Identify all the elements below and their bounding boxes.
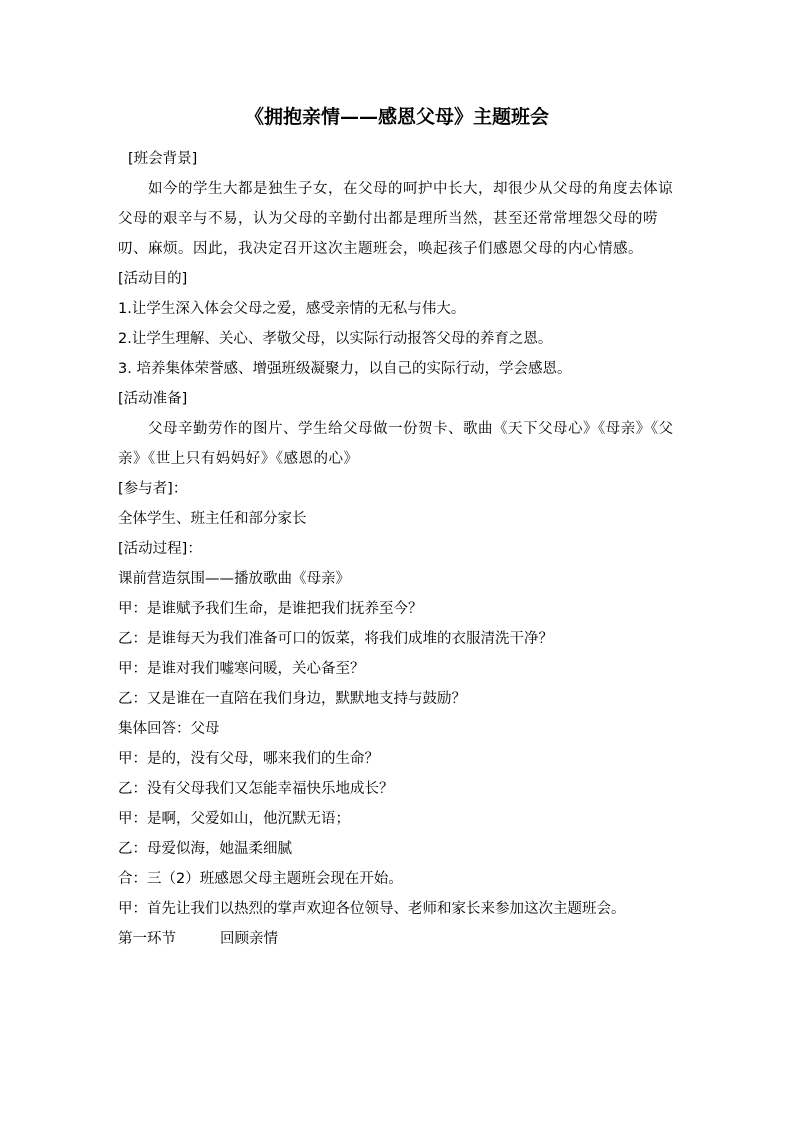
purpose-item: 1.让学生深入体会父母之爱，感受亲情的无私与伟大。 [118,301,466,317]
process-line: 课前营造氛围——播放歌曲《母亲》 [118,571,350,587]
document-body [118,144,678,954]
purpose-item: 2.让学生理解、关心、孝敬父母，以实际行动报答父母的养育之恩。 [118,331,553,347]
purpose-item: 3. 培养集体荣誉感、增强班级凝聚力，以自己的实际行动，学会感恩。 [118,361,572,377]
participants-heading: [参与者]： [118,481,188,497]
process-line: 甲：是谁对我们嘘寒问暖，关心备至？ [118,661,365,677]
process-line: 甲：是的，没有父母，哪来我们的生命？ [118,751,379,767]
process-line: 甲：首先让我们以热烈的掌声欢迎各位领导、老师和家长来参加这次主题班会。 [118,901,626,917]
background-paragraph: 如今的学生大都是独生子女，在父母的呵护中长大，却很少从父母的角度去体谅父母的艰辛与不易，认为父母的辛勤付出都是理所当然，甚至还常常埋怨父母的唠叨、麻烦。因此，我决定召开这次主题班会，唤起孩子们感恩父母的内心情感。 [118,181,673,257]
process-line: 乙：又是谁在一直陪在我们身边，默默地支持与鼓励？ [118,691,466,707]
process-line: 乙：母爱似海，她温柔细腻 [118,841,292,857]
prep-paragraph: 父母辛勤劳作的图片、学生给父母做一份贺卡、歌曲《天下父母心》《母亲》《父亲》《世上只有妈妈好》《感恩的心》 [118,421,674,467]
process-line: 乙：没有父母我们又怎能幸福快乐地成长？ [118,781,394,797]
participants-text: 全体学生、班主任和部分家长 [118,511,307,527]
document-title: 《拥抱亲情——感恩父母》主题班会 [244,106,549,128]
purpose-heading: [活动目的] [118,271,188,287]
background-heading: [班会背景] [128,151,198,167]
prep-heading: [活动准备] [118,391,188,407]
process-line: 甲：是谁赋予我们生命，是谁把我们抚养至今？ [118,601,423,617]
section-title: 回顾亲情 [220,931,278,947]
section-label: 第一环节 [118,931,176,947]
process-line: 甲：是啊，父爱如山，他沉默无语； [118,811,350,827]
process-line: 集体回答：父母 [118,721,220,737]
section-heading [118,924,678,954]
process-line: 乙：是谁每天为我们准备可口的饭菜，将我们成堆的衣服清洗干净？ [118,631,553,647]
process-line: 合：三（2）班感恩父母主题班会现在开始。 [118,871,403,887]
process-heading: [活动过程]： [118,541,202,557]
